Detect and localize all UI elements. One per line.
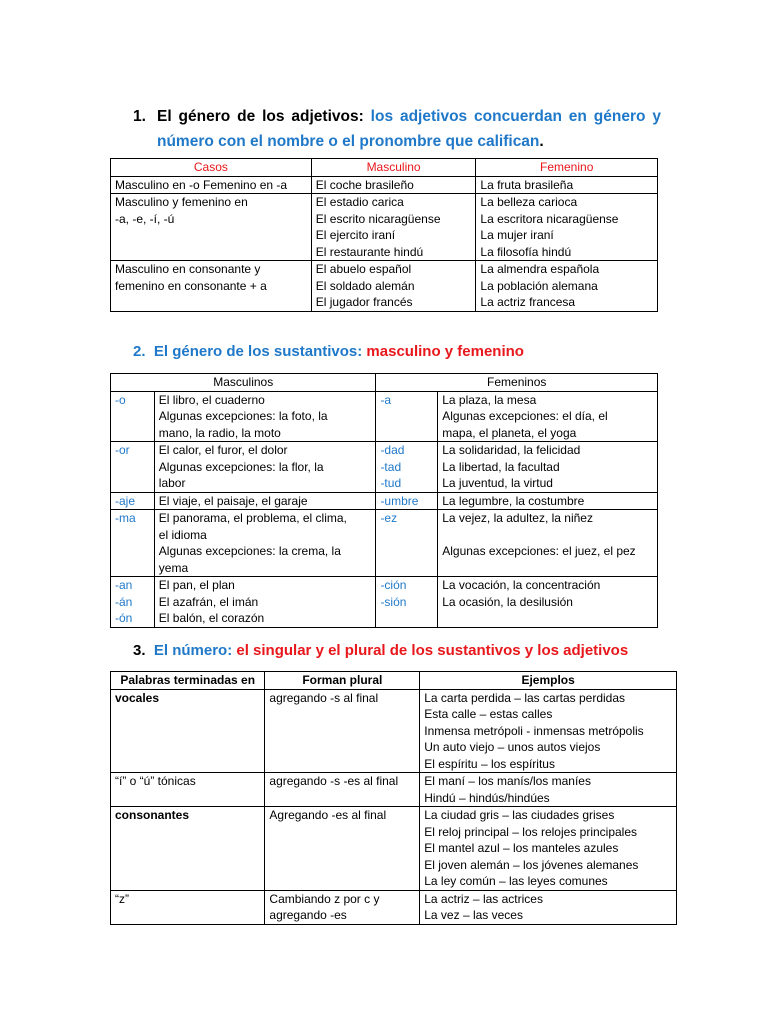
ejemplos-cell: [420, 689, 677, 773]
cell-line: Cambiando z por c y: [269, 891, 380, 906]
cell-line: yema: [158, 560, 189, 575]
cell-line: consonantes: [115, 808, 190, 822]
cell-line: La actriz – las actrices: [424, 891, 543, 906]
cell-line: Algunas excepciones: el juez, el pez: [442, 543, 636, 558]
cell-line: El ejercito iraní: [315, 228, 396, 242]
cell-line: El joven alemán – los jóvenes alemanes: [424, 857, 639, 872]
feminine-ending-cell: [376, 442, 438, 493]
feminine-examples-cell: [438, 492, 658, 510]
masculine-examples-cell: [154, 510, 376, 577]
cell-line: La actriz francesa: [480, 295, 576, 309]
forman-plural-cell: [265, 807, 420, 891]
cell-line: La filosofía hindú: [480, 244, 572, 259]
table-row: [111, 442, 658, 493]
casos-cell: [111, 194, 312, 261]
cell-line: La juventud, la virtud: [442, 476, 553, 490]
section-1-subtitle: los adjetivos concuerdan en género y número con el nombre o el pronombre que califican: [157, 108, 661, 150]
feminine-ending-cell: [376, 492, 438, 510]
cell-line: La belleza carioca: [480, 195, 578, 209]
column-header-femenino: Femenino: [476, 159, 658, 177]
cell-line: La escritora nicaragüense: [480, 211, 619, 226]
feminine-ending-cell: [376, 391, 438, 442]
cell-line: El escrito nicaragüense: [315, 211, 441, 226]
masculino-cell: [311, 261, 476, 312]
cell-line: -ma: [115, 511, 136, 525]
section-2-subtitle: masculino y femenino: [366, 343, 524, 360]
femenino-cell: [476, 176, 658, 194]
cell-line: -ón: [115, 611, 133, 625]
cell-line: -an: [115, 578, 133, 592]
table-row: [111, 391, 658, 442]
table-row: [111, 773, 677, 807]
cell-line: Un auto viejo – unos autos viejos: [424, 740, 601, 754]
table-row: [111, 176, 658, 194]
table-row: [111, 689, 677, 773]
adjective-gender-table: [110, 158, 658, 312]
plural-number-table: [110, 671, 677, 925]
cell-line: El reloj principal – los relojes principales: [424, 824, 638, 839]
cell-line: -tud: [380, 476, 402, 490]
cell-line: Inmensa metrópoli - inmensas metrópolis: [424, 723, 644, 738]
section-1-heading: 1. El género de los adjetivos: los adjetivos concuerdan en género y número con el nombre o el pronombre que califican.: [133, 104, 661, 154]
feminine-examples-cell: [438, 442, 658, 493]
cell-line: -o: [115, 392, 126, 407]
cell-line: -ez: [380, 511, 398, 525]
table-row: [111, 194, 658, 261]
cell-line: Algunas excepciones: la flor, la: [158, 459, 324, 474]
cell-line: Agregando -es al final: [269, 808, 387, 822]
cell-line: -umbre: [380, 493, 419, 508]
cell-line: El espíritu – los espíritus: [424, 756, 555, 771]
masculine-examples-cell: [154, 442, 376, 493]
cell-line: -dad: [380, 443, 405, 457]
cell-line: La ocasión, la desilusión: [442, 594, 573, 609]
cell-line: -sión: [380, 594, 407, 609]
column-header-palabras: Palabras terminadas en: [111, 672, 265, 690]
cell-line: “í” o “ú” tónicas: [115, 774, 196, 788]
cell-line: agregando -es: [269, 908, 347, 922]
table-header-row: [111, 159, 658, 177]
cell-line: -ción: [380, 578, 407, 592]
masculine-ending-cell: [111, 442, 155, 493]
cell-line: La libertad, la facultad: [442, 459, 560, 474]
cell-line: agregando -s -es al final: [269, 774, 399, 788]
cell-line: [442, 527, 653, 543]
cell-line: El libro, el cuaderno: [158, 392, 265, 407]
cell-line: Algunas excepciones: la crema, la: [158, 544, 341, 558]
cell-line: El abuelo español: [315, 262, 412, 276]
cell-line: -aje: [115, 493, 136, 508]
cell-line: -tad: [380, 459, 402, 474]
cell-line: La mujer iraní: [480, 228, 554, 242]
column-header-ejemplos: Ejemplos: [420, 672, 677, 690]
femenino-cell: [476, 194, 658, 261]
cell-line: -a, -e, -í, -ú: [115, 211, 175, 226]
ejemplos-cell: [420, 807, 677, 891]
cell-line: agregando -s al final: [269, 690, 379, 705]
casos-cell: [111, 176, 312, 194]
cell-line: El soldado alemán: [315, 278, 415, 293]
cell-line: labor: [158, 476, 186, 490]
cell-line: El panorama, el problema, el clima,: [158, 511, 347, 525]
table-row: [111, 492, 658, 510]
casos-cell: [111, 261, 312, 312]
cell-line: -a: [380, 392, 392, 407]
cell-line: Masculino y femenino en: [115, 195, 248, 209]
masculine-examples-cell: [154, 492, 376, 510]
section-3-subtitle: el singular y el plural de los sustantivos y los adjetivos: [236, 642, 629, 659]
masculine-examples-cell: [154, 391, 376, 442]
cell-line: mano, la radio, la moto: [158, 425, 281, 440]
cell-line: mapa, el planeta, el yoga: [442, 425, 577, 440]
cell-line: Algunas excepciones: la foto, la: [158, 409, 328, 423]
table-row: [111, 577, 658, 628]
terminada-cell: [111, 689, 265, 773]
noun-gender-table: [110, 373, 658, 628]
cell-line: femenino en consonante + a: [115, 278, 267, 293]
cell-line: El mantel azul – los manteles azules: [424, 841, 619, 855]
masculine-ending-cell: [111, 510, 155, 577]
table-row: [111, 890, 677, 924]
cell-line: -or: [115, 443, 130, 457]
masculine-examples-cell: [154, 577, 376, 628]
cell-line: El balón, el corazón: [158, 611, 265, 625]
masculine-ending-cell: [111, 492, 155, 510]
cell-line: El estadio carica: [315, 195, 404, 209]
cell-line: el idioma: [158, 527, 207, 542]
cell-line: Esta calle – estas calles: [424, 707, 553, 721]
cell-line: El pan, el plan: [158, 578, 235, 592]
masculino-cell: [311, 194, 476, 261]
section-2-number: 2.: [133, 343, 146, 360]
terminada-cell: [111, 890, 265, 924]
cell-line: La plaza, la mesa: [442, 392, 537, 407]
feminine-examples-cell: [438, 391, 658, 442]
column-header-forman-plural: Forman plural: [265, 672, 420, 690]
feminine-examples-cell: [438, 510, 658, 577]
cell-line: La fruta brasileña: [480, 177, 574, 192]
masculine-ending-cell: [111, 577, 155, 628]
table-row: [111, 807, 677, 891]
cell-line: Algunas excepciones: el día, el: [442, 409, 608, 423]
masculine-ending-cell: [111, 391, 155, 442]
ejemplos-cell: [420, 890, 677, 924]
cell-line: El calor, el furor, el dolor: [158, 443, 288, 457]
section-3-heading: [133, 641, 628, 661]
cell-line: La ciudad gris – las ciudades grises: [424, 808, 615, 822]
terminada-cell: [111, 807, 265, 891]
terminada-cell: [111, 773, 265, 807]
section-3-number: 3.: [133, 642, 146, 659]
ejemplos-cell: [420, 773, 677, 807]
section-2-heading: [133, 342, 524, 362]
cell-line: La vocación, la concentración: [442, 578, 601, 592]
cell-line: vocales: [115, 690, 160, 705]
feminine-examples-cell: [438, 577, 658, 628]
section-3-title: El número:: [153, 642, 233, 659]
section-1-title: El género de los adjetivos: [157, 108, 359, 125]
column-header-femeninos: Femeninos: [376, 374, 658, 392]
table-row: [111, 261, 658, 312]
cell-line: El viaje, el paisaje, el garaje: [158, 493, 308, 508]
cell-line: Hindú – hindús/hindúes: [424, 790, 550, 805]
cell-line: La carta perdida – las cartas perdidas: [424, 690, 626, 705]
cell-line: La población alemana: [480, 278, 598, 293]
feminine-ending-cell: [376, 577, 438, 628]
cell-line: El coche brasileño: [315, 177, 414, 192]
table-header-row: [111, 374, 658, 392]
forman-plural-cell: [265, 773, 420, 807]
cell-line: El restaurante hindú: [315, 244, 424, 259]
feminine-ending-cell: [376, 510, 438, 577]
cell-line: “z”: [115, 891, 129, 906]
column-header-masculinos: Masculinos: [111, 374, 376, 392]
cell-line: La almendra española: [480, 262, 600, 276]
column-header-masculino: Masculino: [311, 159, 476, 177]
cell-line: La legumbre, la costumbre: [442, 493, 585, 508]
cell-line: Masculino en consonante y: [115, 262, 261, 276]
cell-line: La ley común – las leyes comunes: [424, 874, 608, 888]
forman-plural-cell: [265, 890, 420, 924]
table-header-row: [111, 672, 677, 690]
cell-line: -án: [115, 594, 133, 609]
forman-plural-cell: [265, 689, 420, 773]
cell-line: El jugador francés: [315, 295, 413, 309]
masculino-cell: [311, 176, 476, 194]
cell-line: La vez – las veces: [424, 908, 523, 922]
section-1-number: 1.: [133, 108, 146, 125]
cell-line: La vejez, la adultez, la niñez: [442, 511, 593, 525]
femenino-cell: [476, 261, 658, 312]
section-2-title: El género de los sustantivos:: [153, 343, 363, 360]
cell-line: El azafrán, el imán: [158, 594, 259, 609]
cell-line: El maní – los manís/los maníes: [424, 774, 591, 788]
cell-line: La solidaridad, la felicidad: [442, 443, 581, 457]
cell-line: Masculino en -o Femenino en -a: [115, 177, 288, 192]
table-row: [111, 510, 658, 577]
column-header-casos: Casos: [111, 159, 312, 177]
